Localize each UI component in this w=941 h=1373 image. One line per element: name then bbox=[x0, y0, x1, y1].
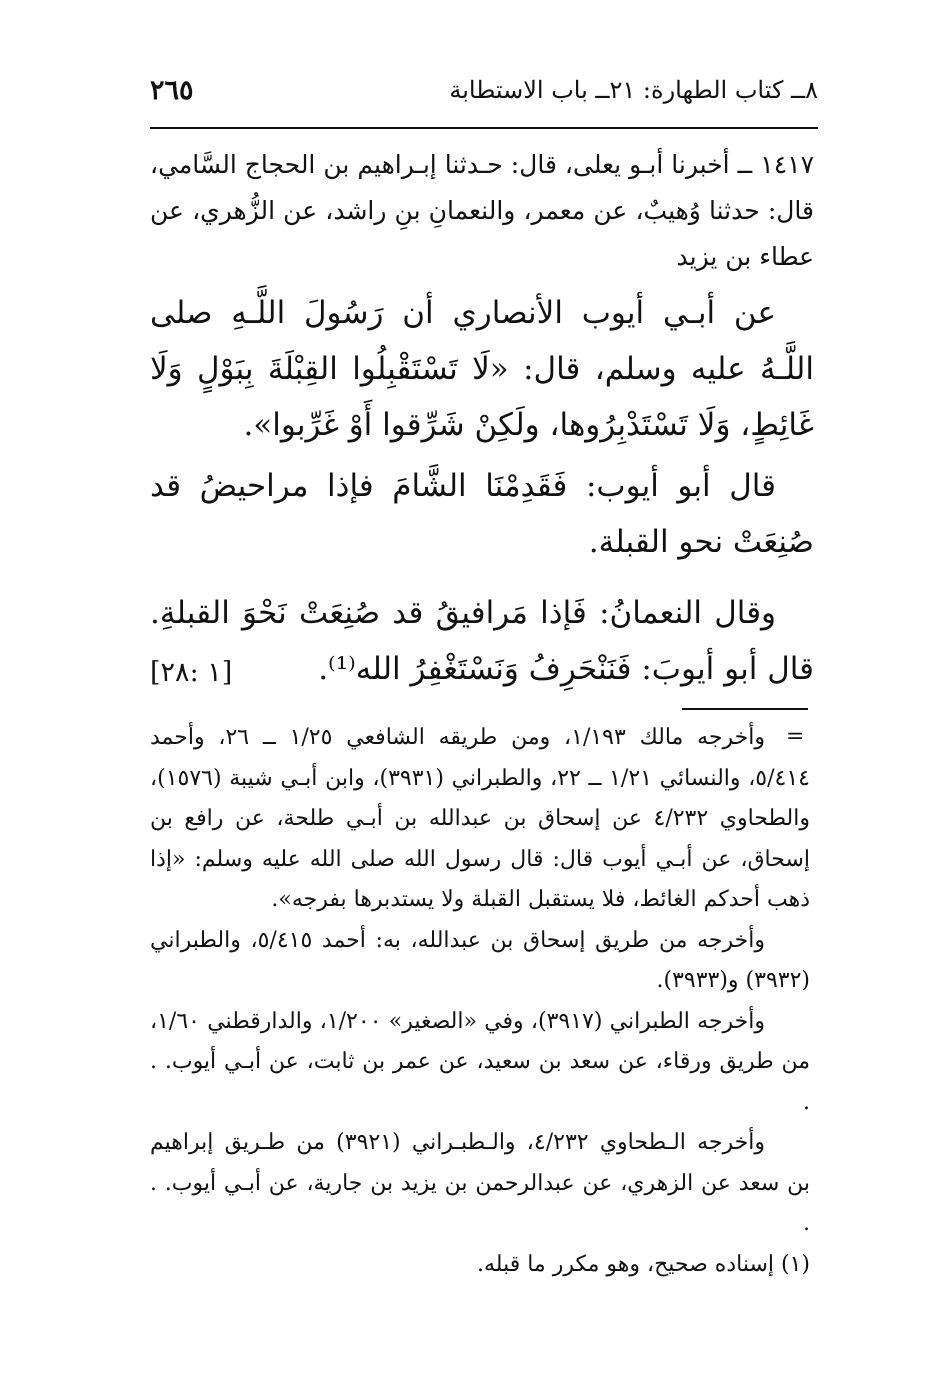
matn-paragraph-1: عن أبـي أيوب الأنصاري أن رَسُولَ اللَّـهِ صلى اللَّـهُ عليه وسلم، قال: «لَا تَسْتَقْبِلُوا القِبْلَةَ بِبَوْلٍ وَلَا غَائِطٍ، وَلَا تَسْتَدْبِرُوها، ولَكِنْ شَرِّقوا أَوْ غَرِّبوا». bbox=[150, 295, 814, 443]
hadith-matn-1 bbox=[150, 285, 814, 453]
matn-paragraph-3 bbox=[150, 585, 814, 697]
footnote-paragraph: وأخرجه من طريق إسحاق بن عبدالله، به: أحمد ٥/٤١٥، والطبراني (٣٩٣٢) و(٣٩٣٣). bbox=[150, 927, 810, 993]
footnote-paragraph: وأخرجه الطبراني (٣٩١٧)، وفي «الصغير» ١/٢٠٠، والدارقطني ١/٦٠، من طريق ورقاء، عن سعد بن سعيد، عن عمر بن ثابت، عن أبـي أيوب. . . bbox=[150, 1008, 810, 1115]
footnote-1: (١) إسناده صحيح، وهو مكرر ما قبله. bbox=[477, 1251, 810, 1277]
footnote-paragraph: وأخرجه الـطحاوي ٤/٢٣٢، والـطبـراني (٣٩٢١) من طـريق إبراهيم بن سعد عن الزهري، عن عبدالرحمن بن يزيد بن جارية، عن أبـي أيوب. . . bbox=[150, 1130, 810, 1236]
footnote-continuation-mark: = bbox=[786, 724, 805, 749]
footnote-paragraph: وأخرجه مالك ١/١٩٣، ومن طريقه الشافعي ١/٢٥ ــ ٢٦، وأحمد ٥/٤١٤، والنسائي ١/٢١ ــ ٢٢، والطبراني (٣٩٣١)، وابن أبـي شيبة (١٥٧٦)، والطحاوي ٤/٢٣٢ عن إسحاق بن عبدالله بن أبـي طلحة، عن رافع بن إسحاق، عن أبـي أيوب قال: قال رسول الله صلى الله عليه وسلم: «إذا ذهب أحدكم الغائط، فلا يستقبل القبلة ولا يستدبرها بفرجه». bbox=[150, 725, 810, 912]
hadith-matn-3 bbox=[150, 585, 814, 701]
running-header bbox=[150, 68, 818, 112]
page-number: ٢٦٥ bbox=[150, 74, 194, 106]
hadith-isnad: ١٤١٧ ــ أخبرنا أبـو يعلى، قال: حـدثنا إبـراهيم بن الحجاج السَّامي، قال: حدثنا وُهيبٌ، عن معمر، والنعمانِ بنِ راشد، عن الزُّهري، عن عطاء بن يزيد bbox=[150, 150, 814, 271]
matn-paragraph-3-text: وقال النعمانُ: فَإذا مَرافيقُ قد صُنِعَتْ نَحْوَ القبلةِ. قال أبو أيوبَ: فَنَنْحَرِفُ وَنَسْتَغْفِرُ الله⁽¹⁾. bbox=[150, 595, 814, 687]
header-rule bbox=[150, 127, 818, 129]
footnote-rule bbox=[682, 708, 808, 710]
footnotes bbox=[150, 718, 810, 1285]
hadith-matn-2 bbox=[150, 458, 814, 570]
hadith-reference: [١ :٢٨] bbox=[150, 657, 233, 688]
chapter-title: ٨ــ كتاب الطهارة: ٢١ــ باب الاستطابة bbox=[449, 76, 818, 104]
matn-paragraph-2: قال أبو أيوب: فَقَدِمْنَا الشَّامَ فإذا مراحيضُ قد صُنِعَتْ نحو القبلة. bbox=[150, 468, 814, 560]
